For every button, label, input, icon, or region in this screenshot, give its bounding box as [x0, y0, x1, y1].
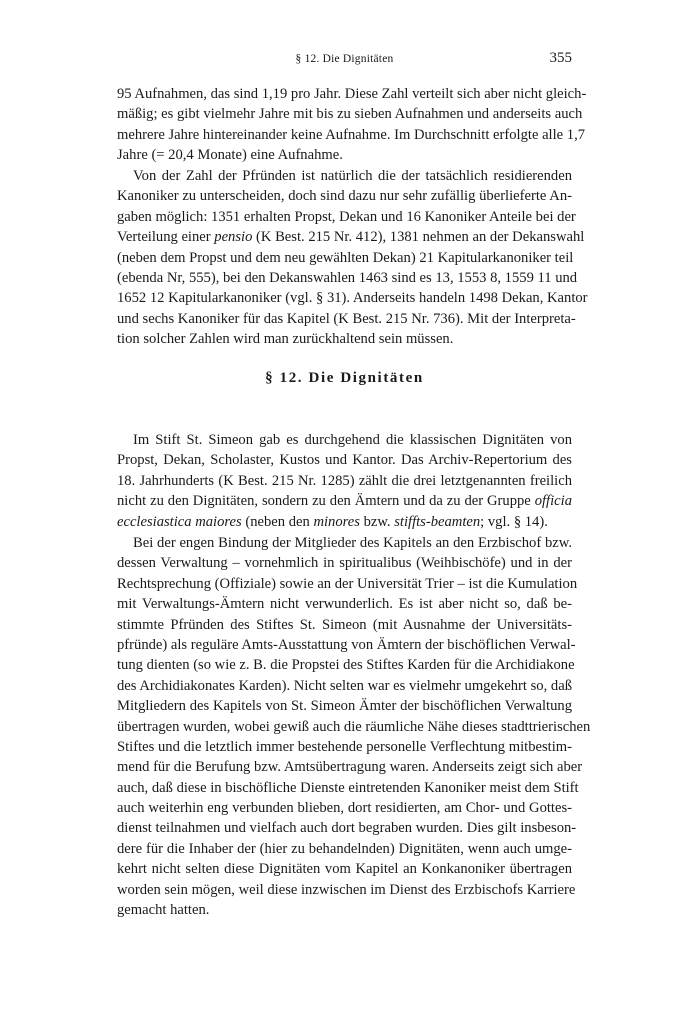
text-line: Mitgliedern des Kapitels von St. Simeon Ämter der bischöflichen Verwaltung — [117, 698, 572, 715]
text-line: dienst teilnahmen und vielfach auch dort begraben wurden. Dies gilt insbeson- — [117, 820, 577, 837]
text-line: übertragen wurden, wobei gewiß auch die räumliche Nähe dieses stadttrierischen — [117, 718, 591, 735]
text-line: (neben dem Propst und dem neu gewählten Dekan) 21 Kapitularkanoniker teil — [117, 249, 574, 266]
italic-term: pensio — [214, 229, 253, 246]
text-run: (K Best. 215 Nr. 412), 1381 nehmen an der Dekanswahl — [252, 229, 585, 246]
italic-term: ecclesiastica maiores — [117, 513, 242, 530]
text-line: mit Verwaltungs-Ämtern nicht verwunderlich. Es ist aber nicht so, daß be- — [117, 596, 572, 613]
text-line: 18. Jahrhunderts (K Best. 215 Nr. 1285) zählt die drei letztgenannten freilich — [117, 472, 572, 489]
text-line: mend für die Berufung bzw. Amtsübertragung waren. Anderseits zeigt sich aber — [117, 759, 583, 776]
text-line: Jahre (= 20,4 Monate) eine Aufnahme. — [117, 147, 343, 164]
text-line: 95 Aufnahmen, das sind 1,19 pro Jahr. Diese Zahl verteilt sich aber nicht gleich- — [117, 86, 587, 102]
text-line: mehrere Jahre hintereinander keine Aufnahme. Im Durchschnitt erfolgte alle 1,7 — [117, 126, 586, 143]
text-line: auch, daß diese in bischöfliche Dienste eintretenden Kanoniker meist dem Stift — [117, 779, 579, 796]
italic-term: officia — [534, 493, 572, 510]
paragraph-dignitaeten — [117, 430, 572, 532]
paragraph-pfruenden — [117, 166, 588, 350]
text-run: (neben den — [241, 513, 314, 530]
text-run: bzw. — [359, 513, 395, 530]
text-line: stimmte Pfründen des Stiftes St. Simeon (mit Ausnahme der Universitäts- — [117, 616, 572, 633]
running-title: § 12. Die Dignitäten — [295, 53, 394, 65]
text-line — [117, 512, 572, 532]
text-line: und sechs Kanoniker für das Kapitel (K Best. 215 Nr. 736). Mit der Interpreta- — [117, 310, 576, 327]
text-line: Bei der engen Bindung der Mitglieder des Kapitels an den Erzbischof bzw. — [133, 535, 572, 551]
text-run: nicht zu den Dignitäten, sondern zu den Ämtern und da zu der Gruppe — [117, 493, 535, 510]
text-line: auch weiterhin eng verbunden blieben, dort residierten, am Chor- und Gottes- — [117, 800, 572, 817]
text-line: kehrt nicht selten diese Dignitäten vom Kapitel an Konkanoniker übertragen — [117, 861, 572, 878]
text-line: Von der Zahl der Pfründen ist natürlich die der tatsächlich residierenden — [133, 168, 572, 184]
running-head — [117, 50, 572, 72]
text-line: (ebenda Nr, 555), bei den Dekanswahlen 1463 sind es 13, 1553 8, 1559 11 und — [117, 269, 578, 286]
text-line: mäßig; es gibt vielmehr Jahre mit bis zu sieben Aufnahmen und anderseits auch — [117, 106, 583, 123]
text-line: tion solcher Zahlen wird man zurückhaltend sein müssen. — [117, 331, 454, 348]
text-line: 1652 12 Kapitularkanoniker (vgl. § 31). Anderseits handeln 1498 Dekan, Kantor — [117, 290, 588, 307]
text-line: des Archidiakonates Karden). Nicht selten war es vielmehr umgekehrt so, daß — [117, 677, 572, 694]
text-run: Verteilung einer — [117, 229, 215, 246]
text-line: Rechtsprechung (Offiziale) sowie an der Universität Trier – ist die Kumulation — [117, 575, 578, 592]
text-line: Stiftes und die letztlich immer bestehende personelle Verflechtung mitbestim- — [117, 738, 572, 755]
text-run: ; vgl. § 14). — [480, 513, 548, 530]
text-line: pfründe) als reguläre Amts-Ausstattung von Ämtern der bischöflichen Verwal- — [117, 636, 576, 653]
text-line: dessen Verwaltung – vornehmlich in spiritualibus (Weihbischöfe) und in der — [117, 555, 572, 572]
text-line — [117, 227, 585, 247]
text-line: gaben möglich: 1351 erhalten Propst, Dekan und 16 Kanoniker Anteile bei der — [117, 208, 576, 225]
text-line: tung dienten (so wie z. B. die Propstei des Stiftes Karden für die Archidiakone — [117, 657, 575, 674]
paragraph-continuation — [117, 84, 587, 166]
paragraph-bindung — [117, 533, 591, 920]
text-line: worden sein mögen, weil diese inzwischen im Dienst des Erzbischofs Karriere — [117, 881, 576, 898]
text-line: dere für die Inhaber der (hier zu behandelnden) Dignitäten, wenn auch umge- — [117, 840, 572, 857]
text-line: gemacht hatten. — [117, 902, 210, 919]
text-line: Kanoniker zu unterscheiden, doch sind dazu nur sehr zufällig überlieferte An- — [117, 188, 572, 205]
italic-term: stiffts-beamten — [394, 513, 481, 530]
page-number: 355 — [549, 50, 572, 66]
text-line — [117, 491, 572, 511]
text-line: Im Stift St. Simeon gab es durchgehend die klassischen Dignitäten von — [133, 432, 572, 448]
italic-term: minores — [313, 513, 360, 530]
section-heading: § 12. Die Dignitäten — [265, 370, 424, 386]
text-line: Propst, Dekan, Scholaster, Kustos und Kantor. Das Archiv-Repertorium des — [117, 452, 572, 469]
